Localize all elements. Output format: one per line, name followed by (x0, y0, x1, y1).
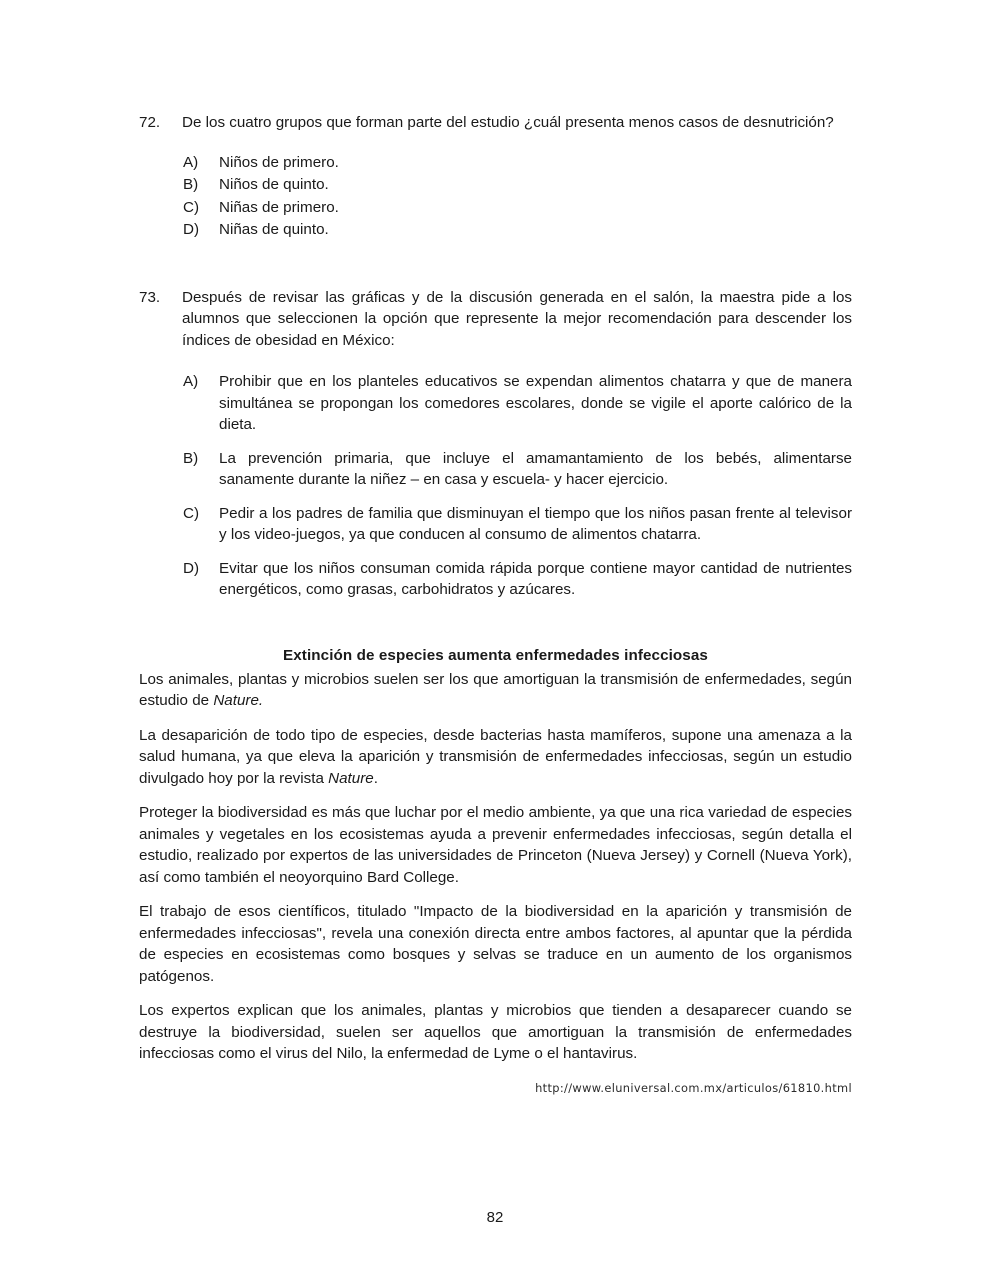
article-paragraph-1 (139, 669, 852, 712)
option-letter: B) (183, 449, 199, 467)
option-letter: C) (183, 504, 200, 522)
question-number-72: 72. (139, 114, 161, 131)
option-text: Niños de primero. (219, 153, 339, 171)
article-paragraph-4 (139, 901, 852, 987)
page-content (139, 112, 852, 1095)
option-73-b[interactable] (139, 448, 852, 491)
option-72-a[interactable] (139, 152, 852, 174)
option-letter: B) (183, 176, 199, 193)
option-72-c[interactable] (139, 197, 852, 219)
article-paragraph-5 (139, 1000, 852, 1065)
question-number-73: 73. (139, 288, 161, 306)
reading-article (139, 645, 852, 1095)
text-run: . (373, 769, 378, 787)
page-number: 82 (486, 1209, 504, 1226)
options-list-73 (139, 371, 852, 601)
text-run: El trabajo de esos científicos, titulado "Impacto de la biodiversidad en la aparición y transmisión de enfermedades infecciosas", revela una conexión directa entre ambos factores, al apuntar que la pérdida de especies en ecosistemas como bosques y selvas se traduce en un aumento de los organismos patógenos. (139, 903, 852, 985)
option-text: Niñas de primero. (219, 198, 339, 216)
option-text: Evitar que los niños consuman comida rápida porque contiene mayor cantidad de nutrientes energéticos, como grasas, carbohidratos y azúcares. (219, 559, 852, 598)
italic-run: Nature. (213, 692, 264, 709)
options-list-72 (139, 152, 852, 241)
option-letter: C) (183, 198, 200, 216)
option-letter: A) (183, 153, 199, 171)
question-block-72 (139, 112, 852, 134)
option-73-a[interactable] (139, 371, 852, 436)
option-letter: D) (183, 559, 200, 577)
text-run: Proteger la biodiversidad es más que luchar por el medio ambiente, ya que una rica variedad de especies animales y vegetales en los ecosistemas ayuda a prevenir enfermedades infecciosas, según detalla el estudio, realizado por expertos de las universidades de Princeton (Nueva Jersey) y Cornell (Nueva York), así como también el neoyorquino Bard College. (139, 804, 852, 886)
option-letter: A) (183, 373, 199, 390)
option-72-d[interactable] (139, 219, 852, 241)
question-block-73 (139, 287, 852, 352)
article-title: Extinción de especies aumenta enfermedades infecciosas (283, 646, 708, 664)
text-run: La desaparición de todo tipo de especies, desde bacterias hasta mamíferos, supone una amenaza a la salud humana, ya que eleva la aparición y transmisión de enfermedades infecciosas, según un estudio divulgado hoy por la revista (139, 726, 852, 787)
article-paragraph-3 (139, 802, 852, 888)
question-text-73: Después de revisar las gráficas y de la discusión generada en el salón, la maestra pide a los alumnos que seleccionen la opción que represente la mejor recomendación para descender los índices de obesidad en México: (182, 288, 852, 349)
option-text: Pedir a los padres de familia que disminuyan el tiempo que los niños pasan frente al televisor y los video-juegos, ya que conducen al consumo de alimentos chatarra. (219, 504, 852, 543)
option-text: Niños de quinto. (219, 176, 329, 193)
option-text: La prevención primaria, que incluye el amamantamiento de los bebés, alimentarse sanamente durante la niñez – en casa y escuela- y hacer ejercicio. (219, 449, 852, 488)
option-text: Prohibir que en los planteles educativos se expendan alimentos chatarra y que de manera simultánea se propongan los comedores escolares, donde se vigile el aporte calórico de la dieta. (219, 373, 852, 433)
text-run: Los expertos explican que los animales, plantas y microbios que tienden a desaparecer cuando se destruye la biodiversidad, suelen ser aquellos que amortiguan la transmisión de enfermedades infecciosas como el virus del Nilo, la enfermedad de Lyme o el hantavirus. (139, 1002, 852, 1062)
option-letter: D) (183, 221, 200, 238)
question-text-72: De los cuatro grupos que forman parte del estudio ¿cuál presenta menos casos de desnutrición? (182, 114, 834, 131)
italic-run: Nature (328, 769, 374, 787)
article-source-url: http://www.eluniversal.com.mx/articulos/61810.html (535, 1080, 852, 1095)
option-73-c[interactable] (139, 503, 852, 546)
option-text: Niñas de quinto. (219, 221, 329, 238)
option-73-d[interactable] (139, 558, 852, 601)
text-run: Los animales, plantas y microbios suelen ser los que amortiguan la transmisión de enfermedades, según estudio de (139, 670, 852, 709)
option-72-b[interactable] (139, 174, 852, 196)
article-paragraph-2 (139, 725, 852, 790)
